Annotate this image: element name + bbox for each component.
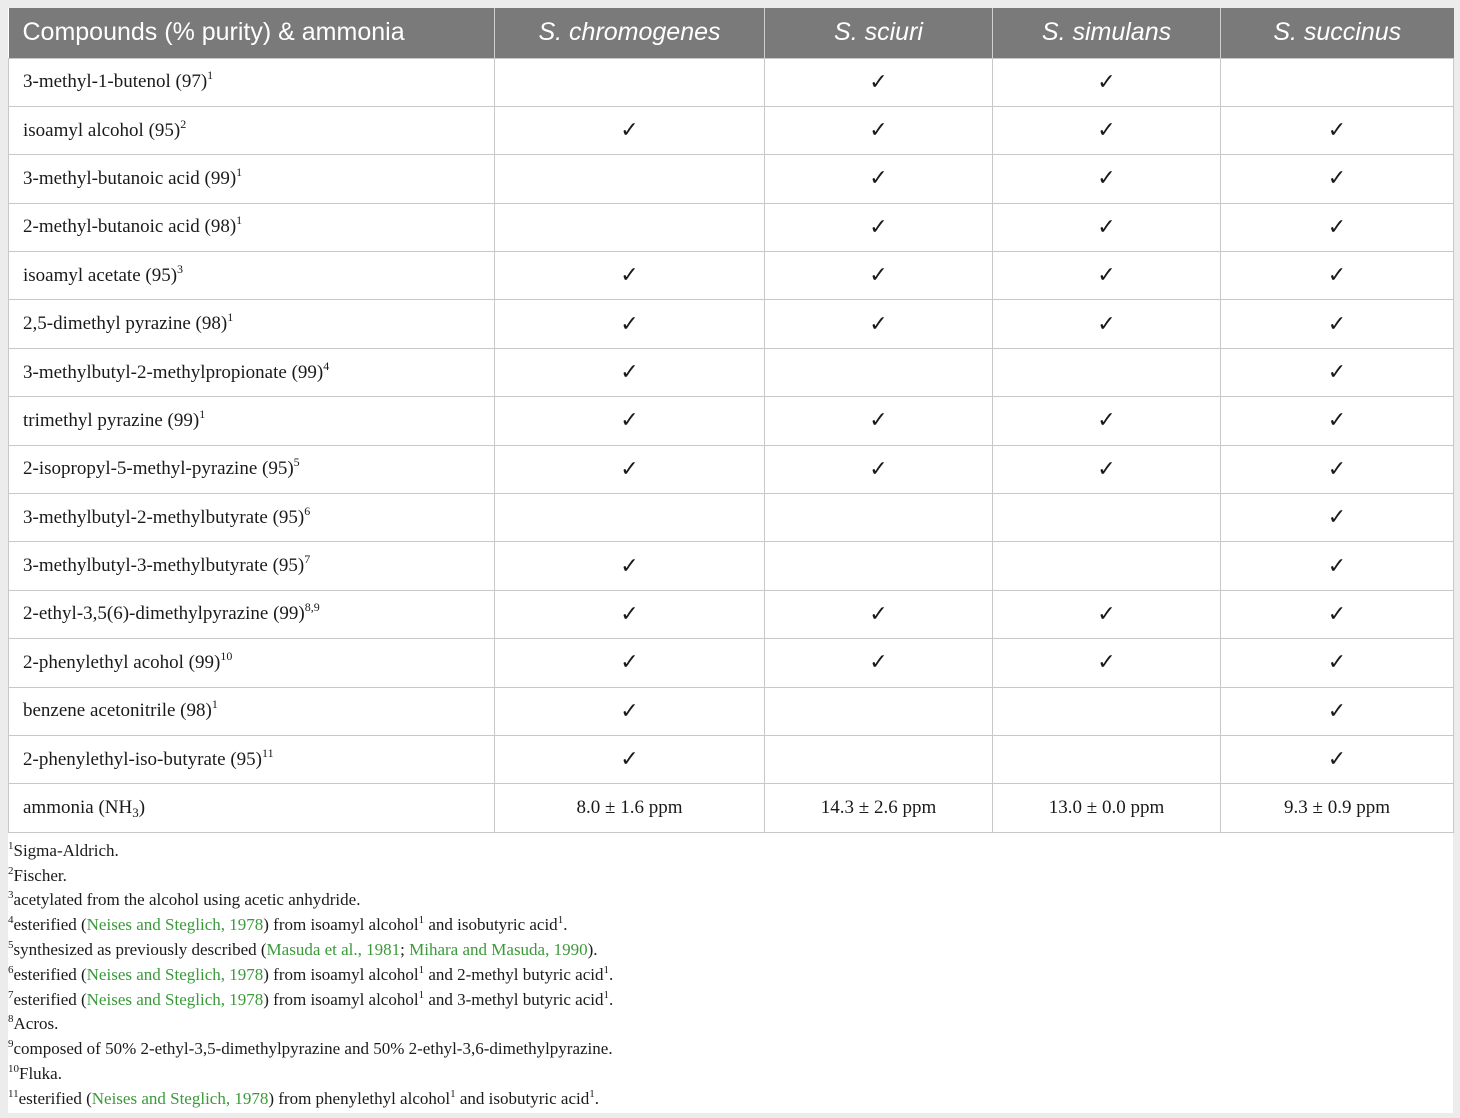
reference-link[interactable]: Neises and Steglich, 1978 (86, 915, 264, 935)
checkmark-icon: ✓ (620, 456, 639, 482)
presence-cell (993, 252, 1221, 300)
header-species (1221, 8, 1454, 58)
checkmark-icon: ✓ (620, 601, 639, 627)
compound-name: 2-methyl-butanoic acid (98) (23, 216, 237, 238)
footnote-number: 1 (8, 839, 14, 852)
presence-cell (993, 203, 1221, 251)
checkmark-icon: ✓ (1327, 118, 1347, 144)
reference-link[interactable]: Mihara and Masuda, 1990 (409, 939, 588, 959)
checkmark-icon: ✓ (620, 360, 639, 386)
footnote-text: ) from isoamyl alcohol (263, 989, 419, 1009)
presence-cell (495, 735, 765, 783)
footnote-text: synthesized as previously described ( (13, 939, 267, 959)
checkmark-icon: ✓ (620, 311, 639, 337)
table-row (9, 397, 1454, 445)
compound-name-cell (9, 542, 495, 590)
species-label: S. simulans (1041, 18, 1172, 47)
footnote-text: esterified ( (18, 1088, 92, 1108)
table-row (9, 735, 1454, 783)
footnotes (8, 833, 1453, 1112)
footnote-ref: 7 (304, 552, 311, 567)
checkmark-icon: ✓ (1097, 69, 1116, 95)
footnote (8, 1012, 1453, 1037)
compound-name-cell (9, 252, 495, 300)
footnote-ref: 2 (180, 116, 187, 131)
table-row (9, 348, 1454, 396)
header-species (993, 8, 1221, 58)
footnote-ref: 3 (177, 261, 184, 276)
compound-name: 3-methyl-1-butenol (97) (23, 71, 208, 93)
footnote-text: Acros. (13, 1014, 59, 1034)
footnote-number: 11 (8, 1087, 19, 1100)
footnote-text: . (563, 915, 568, 935)
checkmark-icon: ✓ (1097, 601, 1116, 627)
compound-name-cell (9, 397, 495, 445)
compound-name-cell (9, 445, 495, 493)
footnote-text: and isobutyric acid (455, 1088, 590, 1108)
checkmark-icon: ✓ (1327, 698, 1347, 724)
checkmark-icon: ✓ (869, 601, 888, 627)
footnote-text: ) from phenylethyl alcohol (268, 1088, 451, 1108)
presence-cell (993, 348, 1221, 396)
table-row (9, 590, 1454, 638)
table-row (9, 687, 1454, 735)
compound-name-cell (9, 106, 495, 154)
checkmark-icon: ✓ (1327, 263, 1347, 289)
checkmark-icon: ✓ (1097, 456, 1116, 482)
footnote-text: ) from isoamyl alcohol (263, 964, 419, 984)
checkmark-icon: ✓ (1327, 456, 1347, 482)
presence-cell (993, 590, 1221, 638)
presence-cell (495, 155, 765, 203)
checkmark-icon: ✓ (1327, 360, 1347, 386)
footnote-text: ; (400, 939, 410, 959)
header-species (765, 8, 993, 58)
checkmark-icon: ✓ (869, 166, 888, 192)
presence-cell (765, 542, 993, 590)
compound-name: 2-phenylethyl acohol (99) (23, 651, 221, 673)
presence-cell (1221, 106, 1454, 154)
footnote-ref: 8,9 (304, 600, 320, 615)
table-row (9, 542, 1454, 590)
ammonia-label-close: ) (138, 797, 146, 819)
presence-cell (1221, 590, 1454, 638)
presence-cell (1221, 687, 1454, 735)
compound-name: trimethyl pyrazine (99) (23, 409, 200, 431)
presence-cell (1221, 397, 1454, 445)
presence-cell (993, 735, 1221, 783)
footnote (8, 913, 1453, 938)
header-compounds: Compounds (% purity) & ammonia (9, 8, 495, 58)
presence-cell (1221, 348, 1454, 396)
presence-cell (1221, 203, 1454, 251)
footnote-number: 8 (8, 1013, 14, 1026)
presence-cell (993, 639, 1221, 687)
presence-cell (993, 300, 1221, 348)
checkmark-icon: ✓ (1327, 214, 1347, 240)
checkmark-icon: ✓ (1097, 118, 1116, 144)
footnote-number: 5 (8, 938, 14, 951)
compound-name-cell (9, 687, 495, 735)
presence-cell (765, 445, 993, 493)
presence-cell (765, 687, 993, 735)
table-row (9, 203, 1454, 251)
footnote-ref: 10 (220, 648, 233, 663)
presence-cell (495, 687, 765, 735)
footnote-ref: 1 (227, 310, 234, 325)
footnote-number: 10 (8, 1062, 19, 1075)
table-body (9, 58, 1454, 832)
checkmark-icon: ✓ (1327, 601, 1347, 627)
compound-name: isoamyl alcohol (95) (23, 119, 181, 141)
footnote (8, 839, 1453, 864)
page (8, 8, 1453, 1113)
table-row (9, 445, 1454, 493)
presence-cell (765, 494, 993, 542)
ammonia-row (9, 784, 1454, 832)
presence-cell (1221, 155, 1454, 203)
checkmark-icon: ✓ (869, 214, 888, 240)
footnote-ref: 1 (418, 914, 425, 927)
presence-cell (993, 445, 1221, 493)
footnote-text: esterified ( (13, 964, 87, 984)
footnote-ref: 1 (236, 164, 243, 179)
compound-name-cell (9, 590, 495, 638)
checkmark-icon: ✓ (1327, 408, 1347, 434)
footnote (8, 1062, 1453, 1087)
presence-cell (495, 397, 765, 445)
presence-cell (495, 639, 765, 687)
compound-name: 2-ethyl-3,5(6)-dimethylpyrazine (99) (23, 603, 305, 625)
checkmark-icon: ✓ (1327, 505, 1347, 531)
footnote-ref: 4 (323, 358, 330, 373)
compound-name: 3-methylbutyl-3-methylbutyrate (95) (23, 555, 305, 577)
table-row (9, 300, 1454, 348)
checkmark-icon: ✓ (1097, 650, 1116, 676)
compound-name-cell (9, 155, 495, 203)
footnote-ref: 1 (450, 1087, 456, 1100)
presence-cell (1221, 252, 1454, 300)
presence-cell (765, 300, 993, 348)
ammonia-value: 8.0 ± 1.6 ppm (495, 784, 765, 832)
checkmark-icon: ✓ (1327, 650, 1347, 676)
checkmark-icon: ✓ (1327, 311, 1347, 337)
presence-cell (495, 348, 765, 396)
presence-cell (765, 590, 993, 638)
footnote-text: and 3-methyl butyric acid (424, 989, 604, 1009)
footnote-text: Fischer. (13, 865, 67, 885)
footnote-number: 6 (8, 963, 14, 976)
table-row (9, 155, 1454, 203)
presence-cell (1221, 445, 1454, 493)
ammonia-subscript: 3 (132, 805, 139, 821)
footnote-text: ). (587, 939, 598, 959)
checkmark-icon: ✓ (1327, 553, 1347, 579)
checkmark-icon: ✓ (1327, 166, 1347, 192)
table-row (9, 494, 1454, 542)
presence-cell (765, 639, 993, 687)
header-species (495, 8, 765, 58)
compound-name-cell (9, 300, 495, 348)
reference-link[interactable]: Masuda et al., 1981 (266, 939, 401, 959)
compound-name-cell (9, 58, 495, 106)
checkmark-icon: ✓ (1097, 214, 1116, 240)
presence-cell (765, 252, 993, 300)
compound-name-cell (9, 639, 495, 687)
footnote-text: . (608, 989, 614, 1009)
presence-cell (495, 252, 765, 300)
footnote-ref: 11 (262, 745, 274, 760)
footnote-text: and 2-methyl butyric acid (424, 964, 604, 984)
presence-cell (1221, 639, 1454, 687)
checkmark-icon: ✓ (869, 263, 888, 289)
footnote-ref: 6 (304, 503, 311, 518)
checkmark-icon: ✓ (620, 553, 639, 579)
presence-cell (1221, 300, 1454, 348)
compound-name-cell (9, 494, 495, 542)
footnote-ref: 1 (418, 988, 425, 1001)
checkmark-icon: ✓ (869, 650, 888, 676)
presence-cell (495, 300, 765, 348)
checkmark-icon: ✓ (869, 118, 888, 144)
footnote-number: 7 (8, 988, 14, 1001)
footnote-text: and isobutyric acid (424, 915, 558, 935)
presence-cell (1221, 494, 1454, 542)
ammonia-value: 9.3 ± 0.9 ppm (1221, 784, 1454, 832)
presence-cell (495, 542, 765, 590)
footnote (8, 864, 1453, 889)
table-row (9, 639, 1454, 687)
compound-name: isoamyl acetate (95) (23, 264, 178, 286)
checkmark-icon: ✓ (1097, 263, 1116, 289)
presence-cell (1221, 735, 1454, 783)
footnote (8, 1037, 1453, 1062)
presence-cell (993, 58, 1221, 106)
compound-name: 3-methylbutyl-2-methylpropionate (99) (23, 361, 324, 383)
compound-name-cell (9, 203, 495, 251)
footnote (8, 1087, 1453, 1112)
footnote (8, 888, 1453, 913)
footnote-ref: 1 (207, 68, 214, 83)
presence-cell (495, 106, 765, 154)
species-label: S. chromogenes (538, 18, 721, 47)
footnote-number: 9 (8, 1038, 14, 1051)
table-row (9, 58, 1454, 106)
presence-cell (993, 687, 1221, 735)
checkmark-icon: ✓ (620, 698, 639, 724)
footnote (8, 963, 1453, 988)
checkmark-icon: ✓ (1327, 747, 1347, 773)
checkmark-icon: ✓ (869, 69, 888, 95)
compound-name: 2,5-dimethyl pyrazine (98) (23, 313, 228, 335)
checkmark-icon: ✓ (1097, 166, 1116, 192)
footnote-text: Fluka. (19, 1063, 62, 1083)
footnote-ref: 1 (199, 406, 206, 421)
checkmark-icon: ✓ (869, 408, 888, 434)
ammonia-label (9, 784, 495, 832)
footnote-text: esterified ( (13, 915, 87, 935)
presence-cell (495, 58, 765, 106)
checkmark-icon: ✓ (1097, 408, 1116, 434)
presence-cell (1221, 542, 1454, 590)
footnote-text: Sigma-Aldrich. (13, 840, 119, 860)
compound-name: 2-phenylethyl-iso-butyrate (95) (23, 748, 263, 770)
footnote-number: 4 (8, 914, 14, 927)
checkmark-icon: ✓ (1097, 311, 1116, 337)
presence-cell (765, 155, 993, 203)
table-row (9, 106, 1454, 154)
compound-name: 2-isopropyl-5-methyl-pyrazine (95) (23, 458, 294, 480)
footnote-text: ) from isoamyl alcohol (263, 915, 419, 935)
checkmark-icon: ✓ (620, 263, 639, 289)
presence-cell (765, 106, 993, 154)
checkmark-icon: ✓ (869, 311, 888, 337)
presence-cell (993, 397, 1221, 445)
compound-name-cell (9, 735, 495, 783)
presence-cell (495, 494, 765, 542)
reference-link[interactable]: Neises and Steglich, 1978 (86, 989, 264, 1009)
compound-name-cell (9, 348, 495, 396)
footnote-ref: 1 (418, 963, 425, 976)
table-row (9, 252, 1454, 300)
checkmark-icon: ✓ (620, 118, 639, 144)
checkmark-icon: ✓ (869, 456, 888, 482)
footnote-ref: 1 (603, 963, 609, 976)
checkmark-icon: ✓ (620, 650, 639, 676)
presence-cell (495, 445, 765, 493)
footnote-number: 3 (8, 889, 14, 902)
footnote-text: acetylated from the alcohol using acetic anhydride. (13, 890, 361, 910)
compounds-table (8, 8, 1454, 833)
reference-link[interactable]: Neises and Steglich, 1978 (91, 1088, 269, 1108)
presence-cell (765, 348, 993, 396)
ammonia-value: 13.0 ± 0.0 ppm (993, 784, 1221, 832)
checkmark-icon: ✓ (620, 408, 639, 434)
footnote (8, 938, 1453, 963)
presence-cell (993, 542, 1221, 590)
footnote-ref: 1 (603, 988, 609, 1001)
presence-cell (765, 735, 993, 783)
presence-cell (495, 203, 765, 251)
presence-cell (495, 590, 765, 638)
presence-cell (993, 155, 1221, 203)
footnote-number: 2 (8, 864, 14, 877)
footnote-ref: 1 (589, 1087, 595, 1100)
footnote-text: . (608, 964, 614, 984)
ammonia-value: 14.3 ± 2.6 ppm (765, 784, 993, 832)
compound-name: 3-methyl-butanoic acid (99) (23, 167, 237, 189)
presence-cell (765, 397, 993, 445)
reference-link[interactable]: Neises and Steglich, 1978 (86, 964, 264, 984)
footnote (8, 988, 1453, 1013)
footnote-ref: 1 (557, 914, 564, 927)
ammonia-label-text: ammonia (NH (23, 797, 133, 819)
footnote-ref: 1 (211, 697, 218, 712)
presence-cell (993, 494, 1221, 542)
footnote-ref: 5 (293, 455, 300, 470)
footnote-text: esterified ( (13, 989, 87, 1009)
footnote-text: . (594, 1088, 599, 1108)
presence-cell (765, 58, 993, 106)
compound-name: benzene acetonitrile (98) (23, 700, 212, 722)
checkmark-icon: ✓ (620, 747, 639, 773)
presence-cell (993, 106, 1221, 154)
footnote-text: composed of 50% 2-ethyl-3,5-dimethylpyrazine and 50% 2-ethyl-3,6-dimethylpyrazine. (13, 1039, 613, 1059)
presence-cell (765, 203, 993, 251)
table-header-row (9, 8, 1454, 58)
footnote-ref: 1 (236, 213, 243, 228)
species-label: S. sciuri (834, 18, 923, 47)
presence-cell (1221, 58, 1454, 106)
species-label: S. succinus (1273, 18, 1402, 47)
compound-name: 3-methylbutyl-2-methylbutyrate (95) (23, 506, 305, 528)
